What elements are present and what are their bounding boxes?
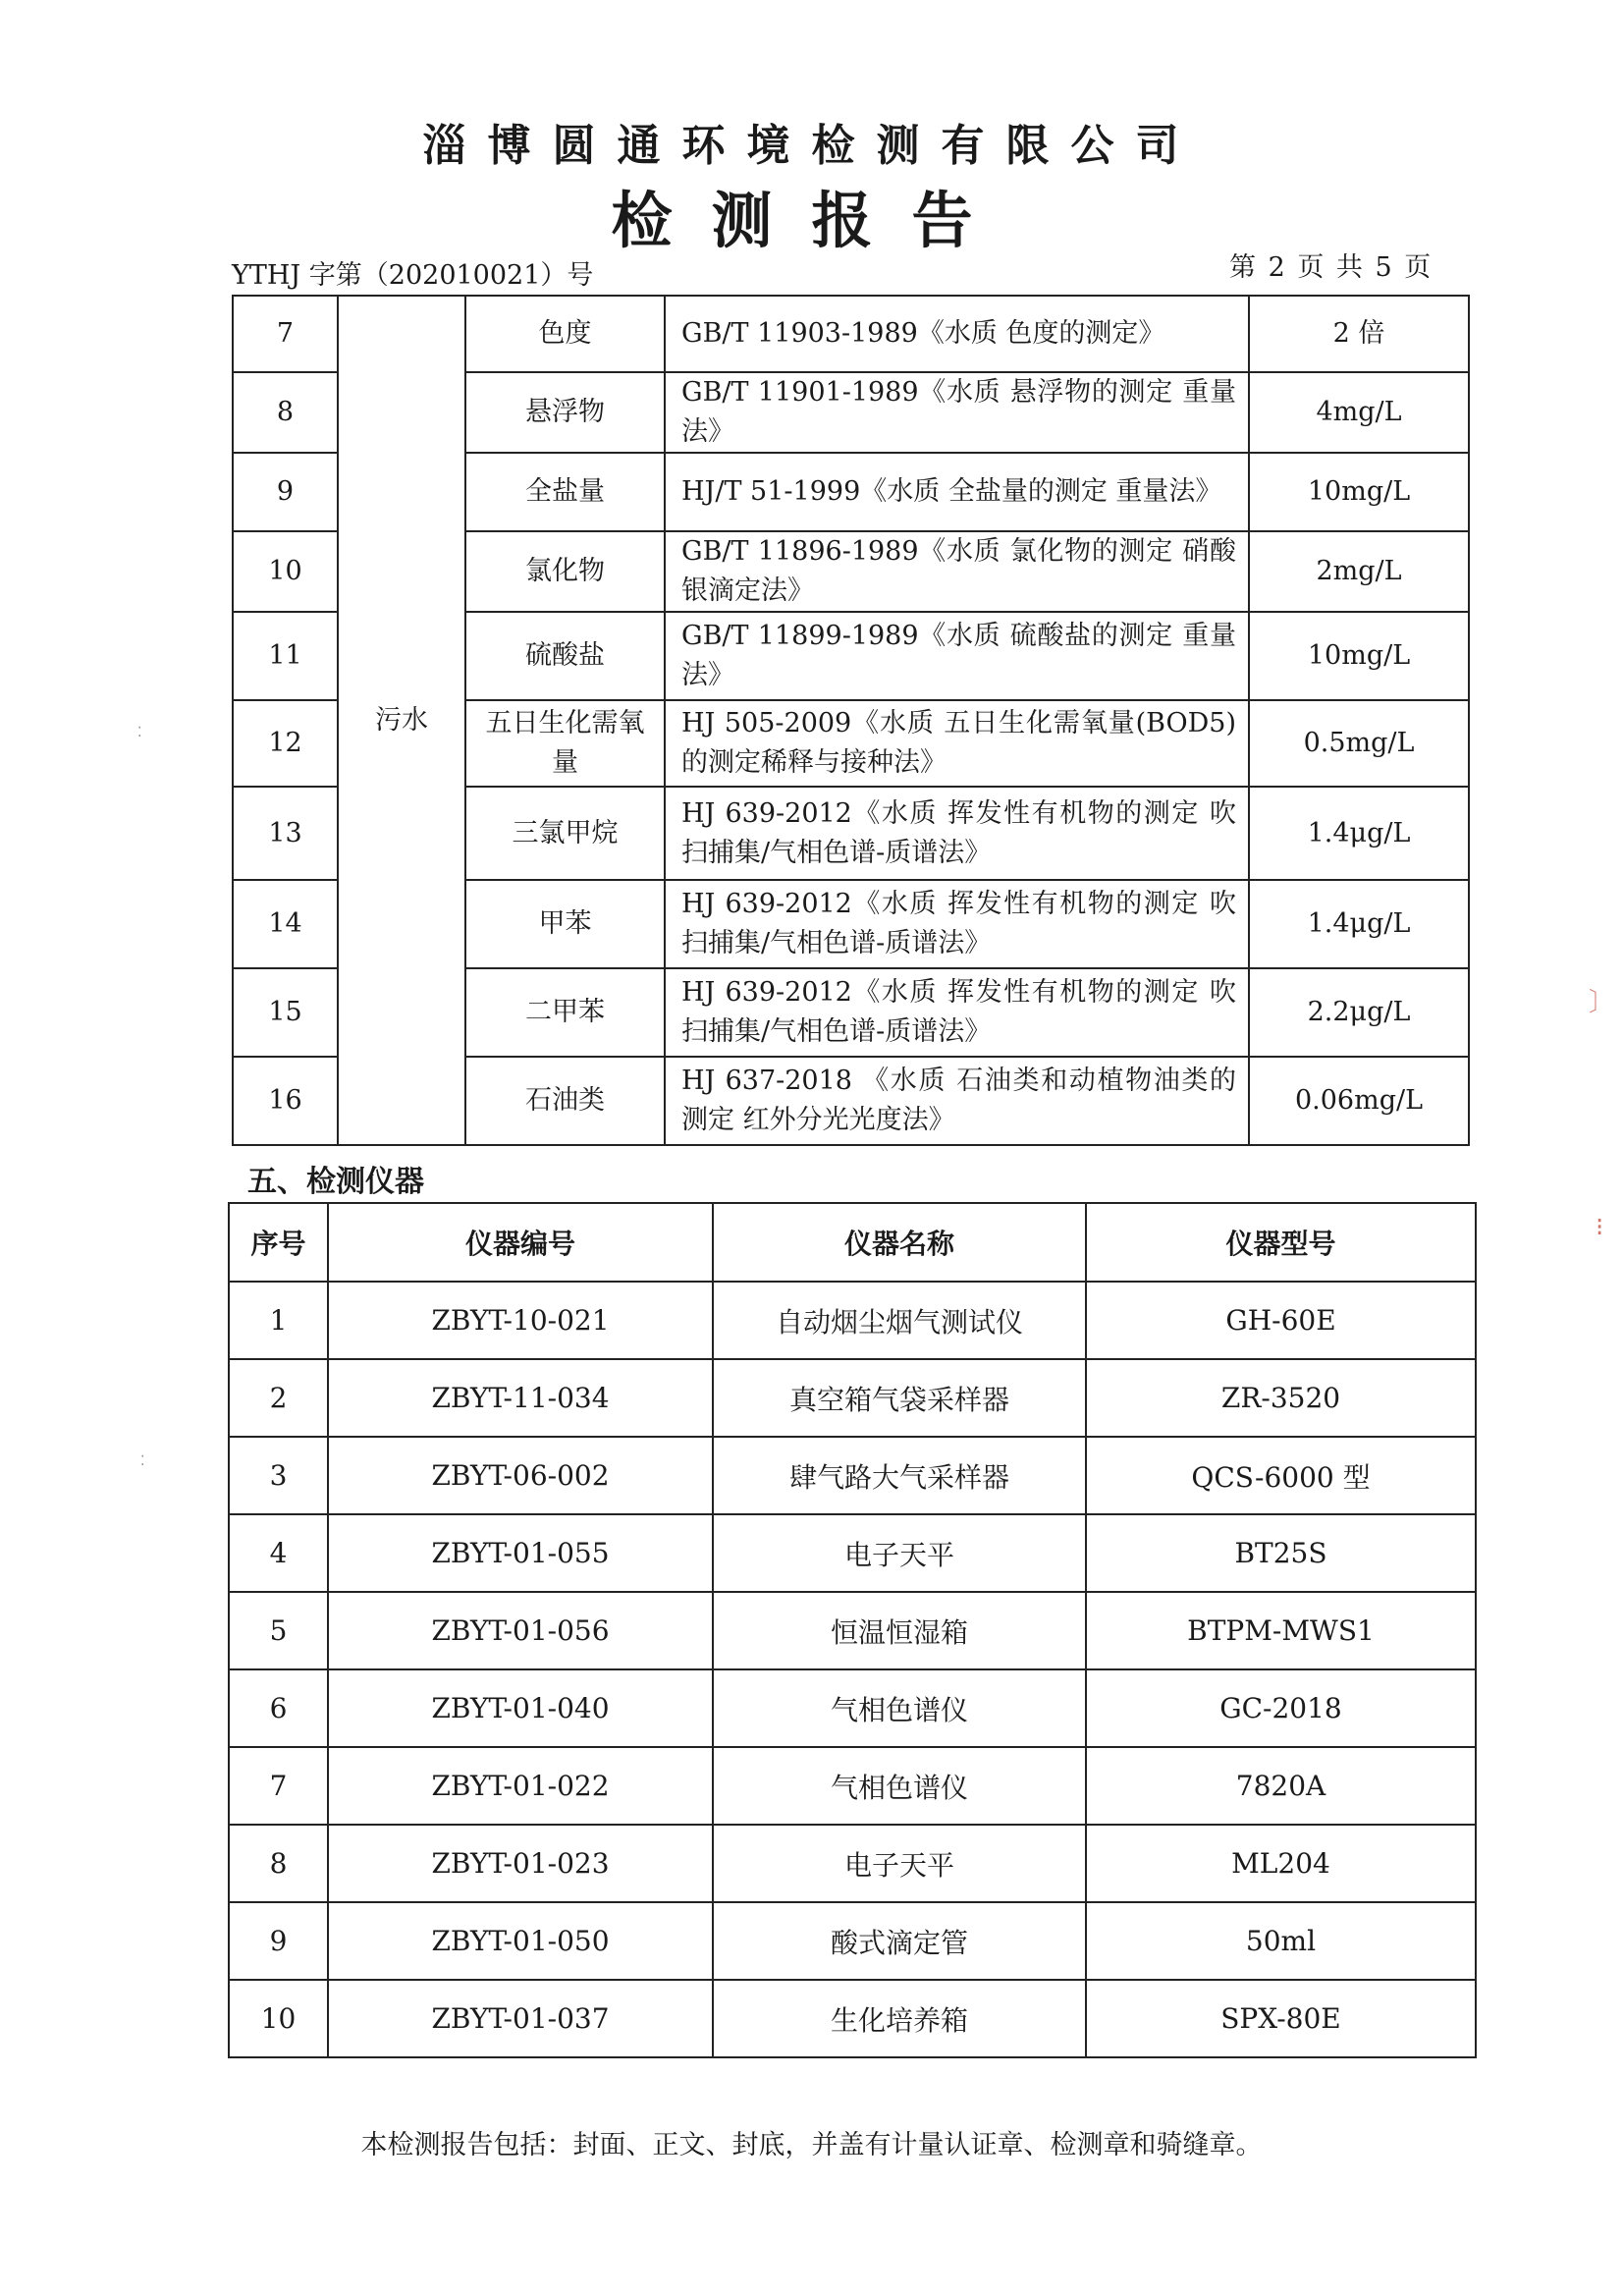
table-row <box>229 1437 1476 1514</box>
footer-note: 本检测报告包括：封面、正文、封底，并盖有计量认证章、检测章和骑缝章。 <box>360 2130 1263 2160</box>
detection-limit: 2 倍 <box>1249 296 1469 372</box>
instrument-code: ZBYT-01-056 <box>328 1592 713 1669</box>
row-number: 3 <box>229 1437 328 1514</box>
scan-speck: ⁚ <box>137 725 142 740</box>
row-number: 10 <box>229 1980 328 2057</box>
scan-speck: ⁚ <box>140 1453 145 1469</box>
instrument-model: GC-2018 <box>1086 1669 1476 1747</box>
instrument-model: QCS-6000 型 <box>1086 1437 1476 1514</box>
test-item: 甲苯 <box>465 880 665 968</box>
instrument-code: ZBYT-01-040 <box>328 1669 713 1747</box>
row-number: 5 <box>229 1592 328 1669</box>
instrument-name: 自动烟尘烟气测试仪 <box>713 1282 1086 1359</box>
instrument-code: ZBYT-11-034 <box>328 1359 713 1437</box>
row-number: 14 <box>233 880 338 968</box>
category-cell: 污水 <box>338 296 465 1145</box>
table-row <box>229 1359 1476 1437</box>
table-row <box>229 1902 1476 1980</box>
method-standard: HJ/T 51-1999《水质 全盐量的测定 重量法》 <box>665 453 1249 531</box>
instrument-model: 50ml <box>1086 1902 1476 1980</box>
method-standard: HJ 639-2012《水质 挥发性有机物的测定 吹扫捕集/气相色谱-质谱法》 <box>665 880 1249 968</box>
instrument-name: 气相色谱仪 <box>713 1669 1086 1747</box>
instrument-name: 真空箱气袋采样器 <box>713 1359 1086 1437</box>
instrument-name: 恒温恒湿箱 <box>713 1592 1086 1669</box>
method-standard: HJ 639-2012《水质 挥发性有机物的测定 吹扫捕集/气相色谱-质谱法》 <box>665 787 1249 880</box>
detection-limit: 10mg/L <box>1249 453 1469 531</box>
method-standard: GB/T 11901-1989《水质 悬浮物的测定 重量法》 <box>665 372 1249 453</box>
test-item: 石油类 <box>465 1057 665 1145</box>
detection-limit: 4mg/L <box>1249 372 1469 453</box>
detection-limit: 1.4μg/L <box>1249 880 1469 968</box>
instrument-name: 肆气路大气采样器 <box>713 1437 1086 1514</box>
row-number: 12 <box>233 700 338 787</box>
method-standard: HJ 639-2012《水质 挥发性有机物的测定 吹扫捕集/气相色谱-质谱法》 <box>665 968 1249 1057</box>
table-row <box>229 1669 1476 1747</box>
instrument-code: ZBYT-10-021 <box>328 1282 713 1359</box>
test-item: 五日生化需氧量 <box>465 700 665 787</box>
report-title: 检测报告 <box>611 185 1012 256</box>
method-standard: GB/T 11899-1989《水质 硫酸盐的测定 重量法》 <box>665 612 1249 700</box>
instrument-model: 7820A <box>1086 1747 1476 1825</box>
methods-table <box>232 295 1470 1146</box>
detection-limit: 0.06mg/L <box>1249 1057 1469 1145</box>
row-number: 15 <box>233 968 338 1057</box>
row-number: 4 <box>229 1514 328 1592</box>
column-header: 仪器型号 <box>1086 1203 1476 1282</box>
detection-limit: 2mg/L <box>1249 531 1469 612</box>
instrument-model: SPX-80E <box>1086 1980 1476 2057</box>
instrument-code: ZBYT-01-023 <box>328 1825 713 1902</box>
header-row <box>229 1203 1476 1282</box>
test-item: 三氯甲烷 <box>465 787 665 880</box>
test-item: 二甲苯 <box>465 968 665 1057</box>
table-row <box>233 296 1469 372</box>
instrument-name: 气相色谱仪 <box>713 1747 1086 1825</box>
method-standard: GB/T 11903-1989《水质 色度的测定》 <box>665 296 1249 372</box>
column-header: 序号 <box>229 1203 328 1282</box>
instrument-name: 酸式滴定管 <box>713 1902 1086 1980</box>
instrument-model: BTPM-MWS1 <box>1086 1592 1476 1669</box>
row-number: 11 <box>233 612 338 700</box>
row-number: 6 <box>229 1669 328 1747</box>
row-number: 7 <box>229 1747 328 1825</box>
detection-limit: 1.4μg/L <box>1249 787 1469 880</box>
instrument-code: ZBYT-01-050 <box>328 1902 713 1980</box>
table-row <box>229 1592 1476 1669</box>
row-number: 7 <box>233 296 338 372</box>
instrument-model: ZR-3520 <box>1086 1359 1476 1437</box>
instrument-code: ZBYT-06-002 <box>328 1437 713 1514</box>
seal-edge-mark: 〕 <box>1589 988 1615 1017</box>
section-title: 五、检测仪器 <box>247 1165 424 1199</box>
table-row <box>229 1980 1476 2057</box>
table-row <box>229 1747 1476 1825</box>
report-number: YTHJ 字第（202010021）号 <box>232 260 594 291</box>
row-number: 9 <box>229 1902 328 1980</box>
test-item: 氯化物 <box>465 531 665 612</box>
instrument-model: BT25S <box>1086 1514 1476 1592</box>
test-item: 悬浮物 <box>465 372 665 453</box>
detection-limit: 10mg/L <box>1249 612 1469 700</box>
row-number: 8 <box>233 372 338 453</box>
row-number: 2 <box>229 1359 328 1437</box>
instruments-table <box>228 1202 1477 2058</box>
detection-limit: 0.5mg/L <box>1249 700 1469 787</box>
method-standard: HJ 505-2009《水质 五日生化需氧量(BOD5)的测定稀释与接种法》 <box>665 700 1249 787</box>
instrument-model: ML204 <box>1086 1825 1476 1902</box>
table-row <box>229 1825 1476 1902</box>
row-number: 1 <box>229 1282 328 1359</box>
company-name: 淄博圆通环境检测有限公司 <box>422 121 1201 171</box>
instrument-name: 电子天平 <box>713 1825 1086 1902</box>
method-standard: HJ 637-2018 《水质 石油类和动植物油类的测定 红外分光光度法》 <box>665 1057 1249 1145</box>
row-number: 13 <box>233 787 338 880</box>
detection-limit: 2.2μg/L <box>1249 968 1469 1057</box>
row-number: 10 <box>233 531 338 612</box>
test-item: 色度 <box>465 296 665 372</box>
seal-edge-mark: ⁝ <box>1596 1213 1604 1242</box>
instrument-code: ZBYT-01-055 <box>328 1514 713 1592</box>
instrument-name: 生化培养箱 <box>713 1980 1086 2057</box>
methods-table-body <box>233 296 1469 1145</box>
test-item: 硫酸盐 <box>465 612 665 700</box>
instrument-code: ZBYT-01-022 <box>328 1747 713 1825</box>
table-row <box>229 1282 1476 1359</box>
column-header: 仪器名称 <box>713 1203 1086 1282</box>
row-number: 9 <box>233 453 338 531</box>
column-header: 仪器编号 <box>328 1203 713 1282</box>
page-number: 第 2 页 共 5 页 <box>1229 252 1432 283</box>
row-number: 16 <box>233 1057 338 1145</box>
method-standard: GB/T 11896-1989《水质 氯化物的测定 硝酸银滴定法》 <box>665 531 1249 612</box>
instruments-table-body <box>229 1282 1476 2057</box>
row-number: 8 <box>229 1825 328 1902</box>
instrument-model: GH-60E <box>1086 1282 1476 1359</box>
test-item: 全盐量 <box>465 453 665 531</box>
instruments-table-header <box>229 1203 1476 1282</box>
table-row <box>229 1514 1476 1592</box>
instrument-code: ZBYT-01-037 <box>328 1980 713 2057</box>
instrument-name: 电子天平 <box>713 1514 1086 1592</box>
